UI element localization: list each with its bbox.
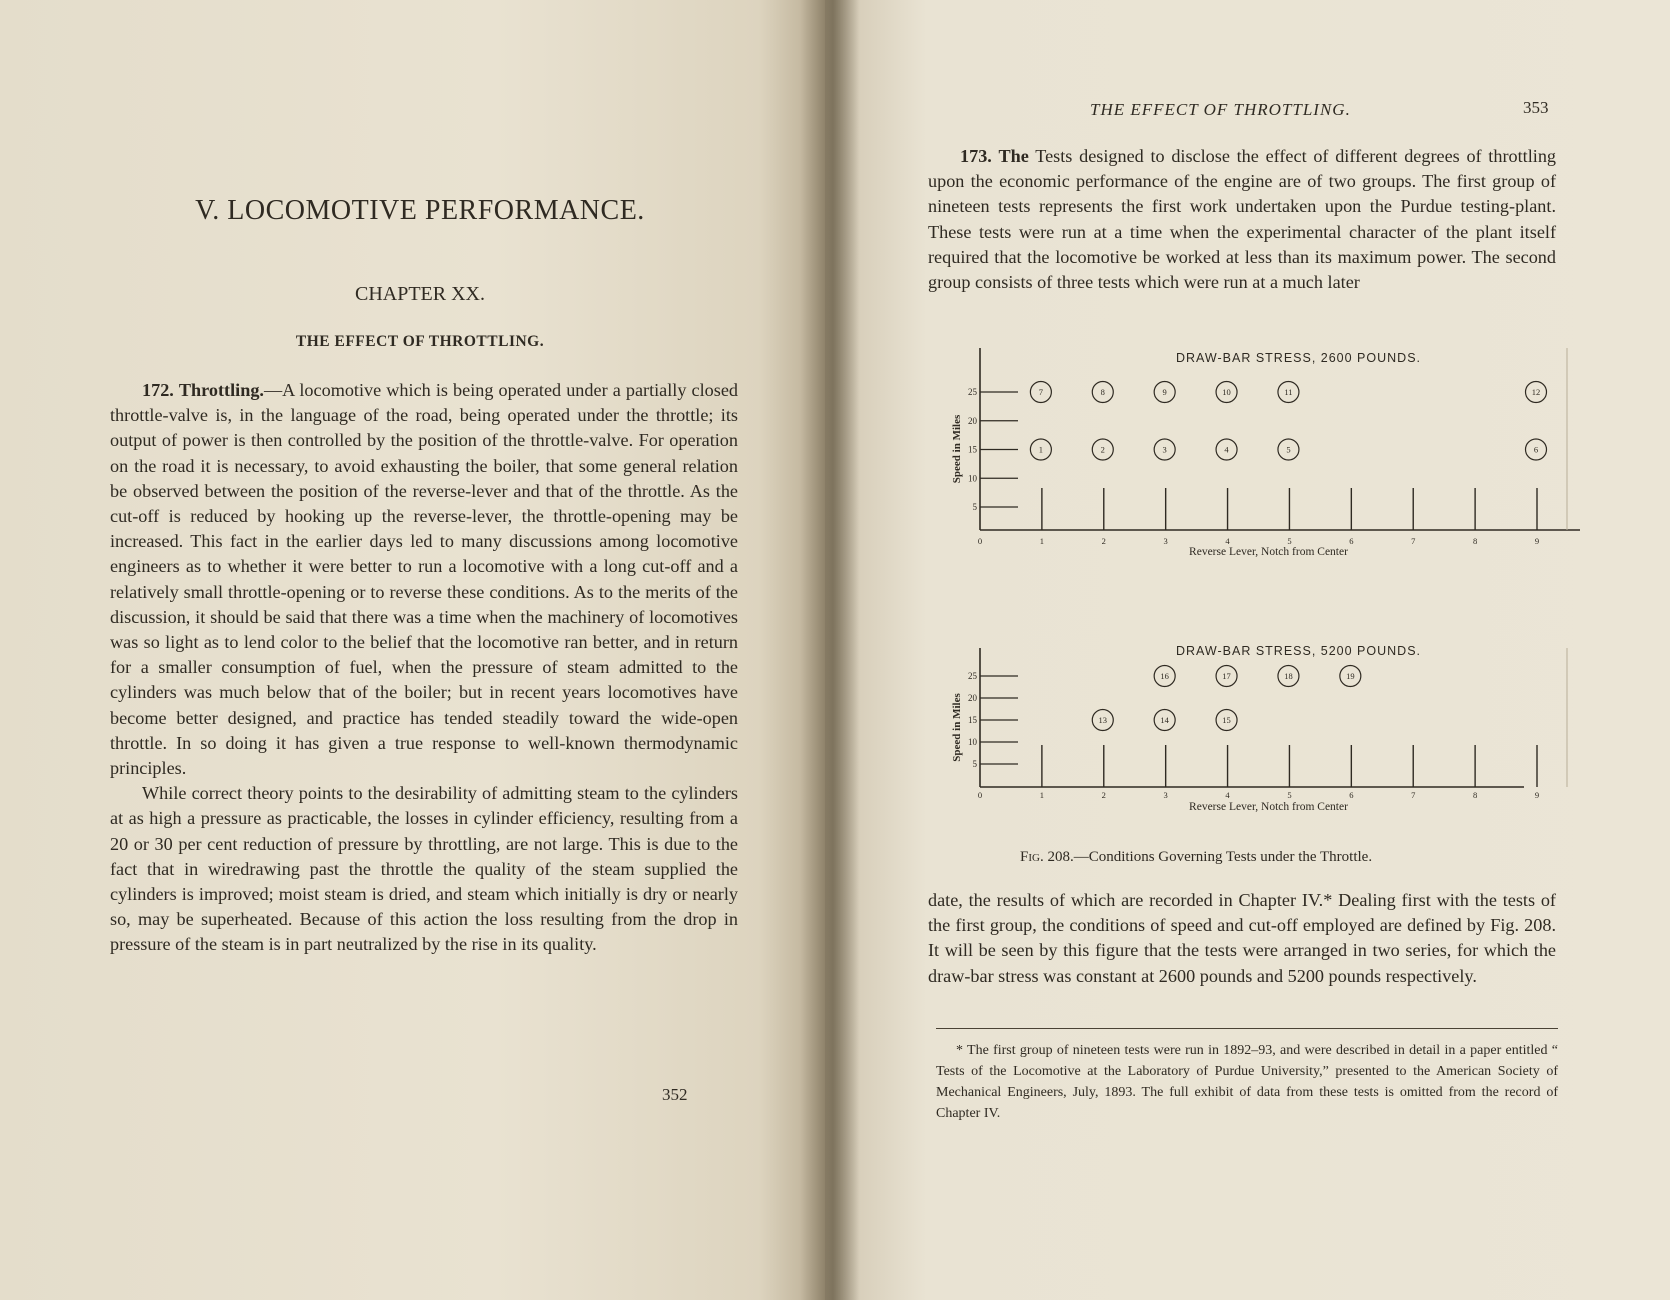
test-point-label: 19	[1346, 671, 1355, 681]
left-body-text	[110, 378, 738, 958]
x-tick-label: 2	[1101, 536, 1106, 546]
figure-caption	[1020, 849, 1372, 866]
test-point-label: 10	[1222, 387, 1231, 397]
test-point-label: 11	[1284, 387, 1293, 397]
paragraph-title: Throttling.	[178, 380, 264, 400]
test-point-label: 12	[1531, 387, 1541, 397]
y-axis-label: Speed in Miles	[951, 693, 963, 762]
test-point-label: 13	[1098, 715, 1108, 725]
footnote	[936, 1040, 1558, 1124]
paragraph-text: —A locomotive which is being operated under a partially closed throttle-valve is, in the language of the road, being operated under the throttle; its output of power is then controlled by the position of the throttle-valve. For operation on the road it is necessary, to avoid exhausting the boiler, that some general relation be observed between the position of the reverse-lever and that of the throttle. As the cut-off is reduced by hooking up the reverse-lever, the throttle-opening may be increased. This fact in the earlier days led to many discussions among locomotive engineers as to whether it were better to run a locomotive with a long cut-off and a relatively small throttle-opening or to reverse these conditions. As to the merits of the discussion, it should be said that there was a time when the machinery of locomotives was so light as to lend color to the belief that the locomotive ran better, and in return for a smaller consumption of fuel, when the pressure of steam admitted to the cylinders was much below that of the boiler; but in recent years locomotives have become better designed, and practice has tended steadily toward the wide-open throttle. In so doing it has given a true response to well-known thermodynamic principles.	[110, 380, 739, 779]
x-tick-label: 1	[1039, 536, 1045, 546]
x-tick-label: 8	[1472, 536, 1478, 546]
paragraph-text: Tests designed to disclose the effect of different degrees of throttling upon the economic performance of the engine are of two groups. The first group of nineteen tests represents the first work undertaken upon the Purdue testing-plant. These tests were run at a time when the experimental character of the plant itself required that the locomotive be worked at less than its maximum power. The second group consists of three tests which were run at a much later	[928, 146, 1557, 293]
y-tick-label: 10	[968, 473, 977, 484]
y-tick-label: 5	[972, 759, 977, 769]
x-tick-label: 0	[977, 536, 983, 546]
test-point-label: 17	[1222, 671, 1231, 681]
x-tick-label: 2	[1101, 790, 1106, 800]
x-tick-label: 6	[1349, 790, 1354, 800]
paragraph-number: 173.	[960, 146, 992, 166]
y-tick-label: 10	[968, 737, 977, 747]
test-point-label: 2	[1100, 444, 1105, 455]
x-tick-label: 6	[1349, 536, 1354, 546]
figure-208-charts	[940, 340, 1580, 840]
x-tick-label: 8	[1472, 790, 1478, 800]
paragraph-lead: The	[998, 146, 1029, 166]
page-number: 352	[662, 1085, 688, 1104]
x-tick-label: 4	[1225, 790, 1230, 800]
x-tick-label: 0	[977, 790, 983, 800]
left-page	[0, 0, 825, 1300]
x-tick-label: 9	[1534, 790, 1540, 800]
page-number: 353	[1523, 98, 1549, 117]
test-point-label: 4	[1224, 444, 1229, 455]
right-body-text-top	[928, 144, 1556, 295]
x-tick-label: 1	[1039, 790, 1045, 800]
x-axis-label: Reverse Lever, Notch from Center	[1189, 546, 1348, 558]
chapter-title: CHAPTER XX.	[354, 283, 485, 305]
y-tick-label: 15	[968, 715, 977, 725]
section-heading: THE EFFECT OF THROTTLING.	[295, 333, 545, 350]
chart-title: DRAW-BAR STRESS, 2600 POUNDS.	[1175, 351, 1422, 365]
figure-label: Fig. 208.	[1020, 849, 1074, 865]
y-axis-label: Speed in Miles	[951, 414, 963, 484]
running-head: THE EFFECT OF THROTTLING.	[1090, 100, 1351, 119]
right-body-text-bottom	[928, 888, 1556, 989]
x-axis-label: Reverse Lever, Notch from Center	[1189, 801, 1348, 813]
x-tick-label: 7	[1411, 790, 1416, 800]
part-title: V. LOCOMOTIVE PERFORMANCE.	[195, 195, 645, 226]
x-tick-label: 4	[1225, 536, 1230, 546]
footnote-rule	[936, 1028, 1558, 1029]
y-tick-label: 25	[968, 387, 977, 397]
paragraph-173	[928, 144, 1556, 295]
x-tick-label: 5	[1287, 536, 1292, 546]
caption-text: —Conditions Governing Tests under the Throttle.	[1073, 849, 1373, 865]
test-point-label: 5	[1286, 444, 1291, 455]
book-gutter	[800, 0, 860, 1300]
x-tick-label: 3	[1163, 536, 1168, 546]
test-point-label: 7	[1038, 387, 1044, 397]
test-point-label: 1	[1038, 444, 1044, 455]
test-point-label: 6	[1533, 444, 1539, 455]
y-tick-label: 25	[968, 671, 977, 681]
paragraph-continued: date, the results of which are recorded in Chapter IV.* Dealing first with the tests of the first group, the conditions of speed and cut-off employed are defined by Fig. 208. It will be seen by this figure that the tests were arranged in two series, for which the draw-bar stress was constant at 2600 pounds and 5200 pounds respectively.	[928, 890, 1556, 986]
test-point-label: 18	[1284, 671, 1293, 681]
x-tick-label: 7	[1411, 536, 1416, 546]
chart-title: DRAW-BAR STRESS, 5200 POUNDS.	[1175, 644, 1422, 658]
figure-208	[940, 340, 1580, 880]
y-tick-label: 5	[972, 502, 977, 512]
test-point-label: 14	[1160, 715, 1169, 725]
y-tick-label: 20	[968, 693, 977, 703]
paragraph-172	[110, 378, 738, 781]
test-point-label: 15	[1222, 715, 1231, 725]
x-tick-label: 3	[1163, 790, 1168, 800]
footnote-text: * The first group of nineteen tests were run in 1892–93, and were described in detail in a paper entitled “ Tests of the Locomotive at the Laboratory of Purdue University,” presented to the American Society of Mechanical Engineers, July, 1893. The full exhibit of data from these tests is omitted from the record of Chapter IV.	[936, 1043, 1558, 1121]
test-point-label: 3	[1162, 444, 1167, 455]
paragraph-number: 172.	[142, 380, 174, 400]
y-tick-label: 20	[968, 415, 977, 426]
test-point-label: 16	[1160, 671, 1169, 681]
x-tick-label: 9	[1534, 536, 1540, 546]
paragraph-while-correct-theory: While correct theory points to the desirability of admitting steam to the cylinders at as high a pressure as practicable, the losses in cylinder efficiency, resulting from a 20 or 30 per cent reduction of pressure by throttling, are not large. This is due to the fact that in wiredrawing past the throttle the quality of the steam supplied the cylinders is improved; moist steam is dried, and steam which initially is dry or nearly so, may be superheated. Because of this action the loss resulting from the drop in pressure of the steam is in part neutralized by the rise in its quality.	[110, 783, 738, 955]
test-point-label: 9	[1162, 387, 1167, 397]
test-point-label: 8	[1100, 387, 1105, 397]
y-tick-label: 15	[968, 444, 977, 455]
x-tick-label: 5	[1287, 790, 1292, 800]
